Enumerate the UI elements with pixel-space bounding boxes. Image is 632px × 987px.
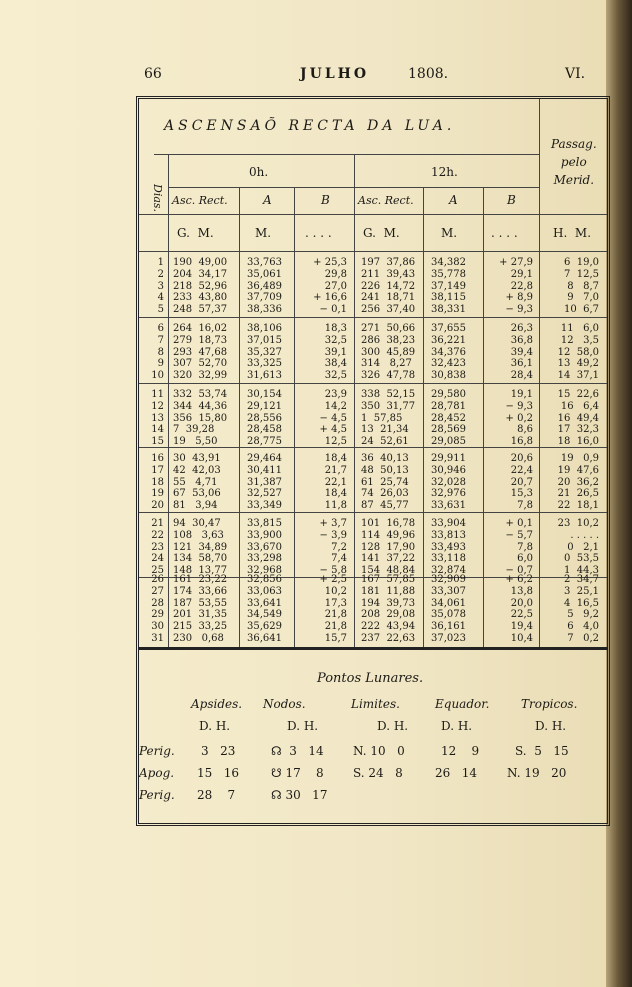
a0-col: 30,154 29,121 28,556 28,458 28,775 xyxy=(247,389,282,448)
asc12-col: 271 50,66 286 38,23 300 45,89 314 8,27 326 47,78 xyxy=(361,323,416,382)
dh-limites: D. H. xyxy=(377,719,409,733)
a12-col: 37,655 36,221 34,376 32,423 30,838 xyxy=(431,323,466,382)
tropicos-val: N. 19 20 xyxy=(507,766,567,780)
days-col: 6 7 8 9 10 xyxy=(151,323,164,382)
a0-col: 32,856 33,063 33,641 34,549 35,629 36,641 xyxy=(247,574,282,644)
b12-col: 20,6 22,4 20,7 15,3 7,8 xyxy=(510,453,533,512)
unit-dots-12: . . . . xyxy=(491,226,518,240)
limites-val: N. 10 0 xyxy=(353,744,405,758)
col-b-12: B xyxy=(507,193,516,207)
year: 1808. xyxy=(408,66,449,82)
pass-col: 19 0,9 19 47,6 20 36,2 21 26,5 22 18,1 xyxy=(557,453,599,512)
hour-0-label: 0h. xyxy=(249,165,269,179)
b0-col: + 3,7 − 3,9 7,2 7,4 − 5,8 xyxy=(319,518,347,577)
pass-col: 11 6,0 12 3,5 12 58,0 13 49,2 14 37,1 xyxy=(557,323,599,382)
row-label: Perig. xyxy=(139,788,175,802)
hdr-equador: Equador. xyxy=(435,697,490,711)
b12-col: 19,1 − 9,3 + 0,2 8,6 16,8 xyxy=(505,389,533,448)
days-col: 1 2 3 4 5 xyxy=(157,257,164,316)
nodos-val: ☊ 30 17 xyxy=(271,788,328,802)
asc0-col: 332 53,74 344 44,36 356 15,80 7 39,28 19 5,50 xyxy=(173,389,228,448)
hdr-nodos: Nodos. xyxy=(263,697,306,711)
table-title: ASCENSAÕ RECTA DA LUA. xyxy=(164,118,456,134)
b12-col: + 0,1 − 5,7 7,8 6,0 − 0,7 xyxy=(505,518,533,577)
dh-equador: D. H. xyxy=(441,719,473,733)
unit-m-0: M. xyxy=(255,226,272,240)
passage-label: Passag. pelo Merid. xyxy=(551,137,597,187)
col-asc-12: Asc. Rect. xyxy=(358,194,414,207)
col-asc-0: Asc. Rect. xyxy=(172,194,228,207)
dias-label: Dias. xyxy=(151,184,164,213)
asc0-col: 161 23,22 174 33,66 187 53,55 201 31,35 215 33,25 230 0,68 xyxy=(173,574,228,644)
col-a-0: A xyxy=(263,193,272,207)
asc0-col: 94 30,47 108 3,63 121 34,89 134 58,70 148 13,77 xyxy=(173,518,228,577)
page-header xyxy=(0,66,632,86)
b0-col: + 2,5 10,2 17,3 21,8 21,8 15,7 xyxy=(319,574,347,644)
b12-col: + 6,2 13,8 20,0 22,5 19,4 10,4 xyxy=(505,574,533,644)
days-col: 11 12 13 14 15 xyxy=(151,389,164,448)
days-col: 21 22 23 24 25 xyxy=(151,518,164,577)
section-number: VI. xyxy=(565,66,586,82)
unit-m-12: M. xyxy=(441,226,458,240)
a12-col: 33,904 33,813 33,493 33,118 32,874 xyxy=(431,518,466,577)
a0-col: 33,815 33,900 33,670 33,298 32,968 xyxy=(247,518,282,577)
pass-col: 2 34,7 3 25,1 4 16,5 5 9,2 6 4,0 7 0,2 xyxy=(564,574,599,644)
asc12-col: 101 16,78 114 49,96 128 17,90 141 37,22 154 48,84 xyxy=(361,518,416,577)
asc0-col: 264 16,02 279 18,73 293 47,68 307 52,70 320 32,99 xyxy=(173,323,228,382)
a12-col: 32,909 33,307 34,061 35,078 36,161 37,023 xyxy=(431,574,466,644)
asc12-col: 167 57,85 181 11,88 194 39,73 208 29,08 222 43,94 237 22,63 xyxy=(361,574,416,644)
hour-12-label: 12h. xyxy=(431,165,458,179)
col-b-0: B xyxy=(321,193,330,207)
moon-ascension-table xyxy=(136,96,610,826)
dh-apsides: D. H. xyxy=(199,719,231,733)
a12-col: 29,580 28,781 28,452 28,569 29,085 xyxy=(431,389,466,448)
tropicos-val: S. 5 15 xyxy=(515,744,569,758)
dh-nodos: D. H. xyxy=(287,719,319,733)
apsides-val: 15 16 xyxy=(197,766,239,780)
apsides-val: 3 23 xyxy=(201,744,236,758)
nodos-val: ☋ 17 8 xyxy=(271,766,324,780)
equador-val: 26 14 xyxy=(435,766,477,780)
asc0-col: 30 43,91 42 42,03 55 4,71 67 53,06 81 3,94 xyxy=(173,453,221,512)
pass-col: 6 19,0 7 12,5 8 8,7 9 7,0 10 6,7 xyxy=(564,257,599,316)
row-label: Perig. xyxy=(139,744,175,758)
asc12-col: 197 37,86 211 39,43 226 14,72 241 18,71 256 37,40 xyxy=(361,257,416,316)
unit-dots-0: . . . . xyxy=(305,226,332,240)
page-number: 66 xyxy=(144,66,162,82)
b0-col: 18,3 32,5 39,1 38,4 32,5 xyxy=(324,323,347,382)
pass-col: 23 10,2 . . . . . 0 2,1 0 53,5 1 44,3 xyxy=(557,518,599,577)
a0-col: 38,106 37,015 35,327 33,325 31,613 xyxy=(247,323,282,382)
hdr-apsides: Apsides. xyxy=(191,697,243,711)
days-col: 16 17 18 19 20 xyxy=(151,453,164,512)
row-label: Apog. xyxy=(139,766,175,780)
unit-gm-0: G. M. xyxy=(177,226,214,240)
col-a-12: A xyxy=(449,193,458,207)
nodos-val: ☊ 3 14 xyxy=(271,744,324,758)
days-col: 26 27 28 29 30 31 xyxy=(151,574,164,644)
b12-col: + 27,9 29,1 22,8 + 8,9 − 9,3 xyxy=(499,257,533,316)
unit-hm: H. M. xyxy=(553,226,592,240)
limites-val: S. 24 8 xyxy=(353,766,403,780)
a0-col: 29,464 30,411 31,387 32,527 33,349 xyxy=(247,453,282,512)
a0-col: 33,763 35,061 36,489 37,709 38,336 xyxy=(247,257,282,316)
dh-tropicos: D. H. xyxy=(535,719,567,733)
month-title: JULHO xyxy=(300,66,370,82)
asc0-col: 190 49,00 204 34,17 218 52,96 233 43,80 248 57,37 xyxy=(173,257,228,316)
a12-col: 29,911 30,946 32,028 32,976 33,631 xyxy=(431,453,466,512)
asc12-col: 338 52,15 350 31,77 1 57,85 13 21,34 24 52,61 xyxy=(361,389,416,448)
a12-col: 34,382 35,778 37,149 38,115 38,331 xyxy=(431,257,466,316)
b0-col: + 25,3 29,8 27,0 + 16,6 − 0,1 xyxy=(313,257,347,316)
pass-col: 15 22,6 16 6,4 16 49,4 17 32,3 18 16,0 xyxy=(557,389,599,448)
unit-gm-12: G. M. xyxy=(363,226,400,240)
equador-val: 12 9 xyxy=(441,744,480,758)
b0-col: 23,9 14,2 − 4,5 + 4,5 12,5 xyxy=(319,389,347,448)
b12-col: 26,3 36,8 39,4 36,1 28,4 xyxy=(510,323,533,382)
apsides-val: 28 7 xyxy=(197,788,236,802)
pontos-title: Pontos Lunares. xyxy=(317,671,424,686)
b0-col: 18,4 21,7 22,1 18,4 11,8 xyxy=(324,453,347,512)
hdr-tropicos: Tropicos. xyxy=(521,697,578,711)
asc12-col: 36 40,13 48 50,13 61 25,74 74 26,03 87 45,77 xyxy=(361,453,409,512)
hdr-limites: Limites. xyxy=(351,697,400,711)
